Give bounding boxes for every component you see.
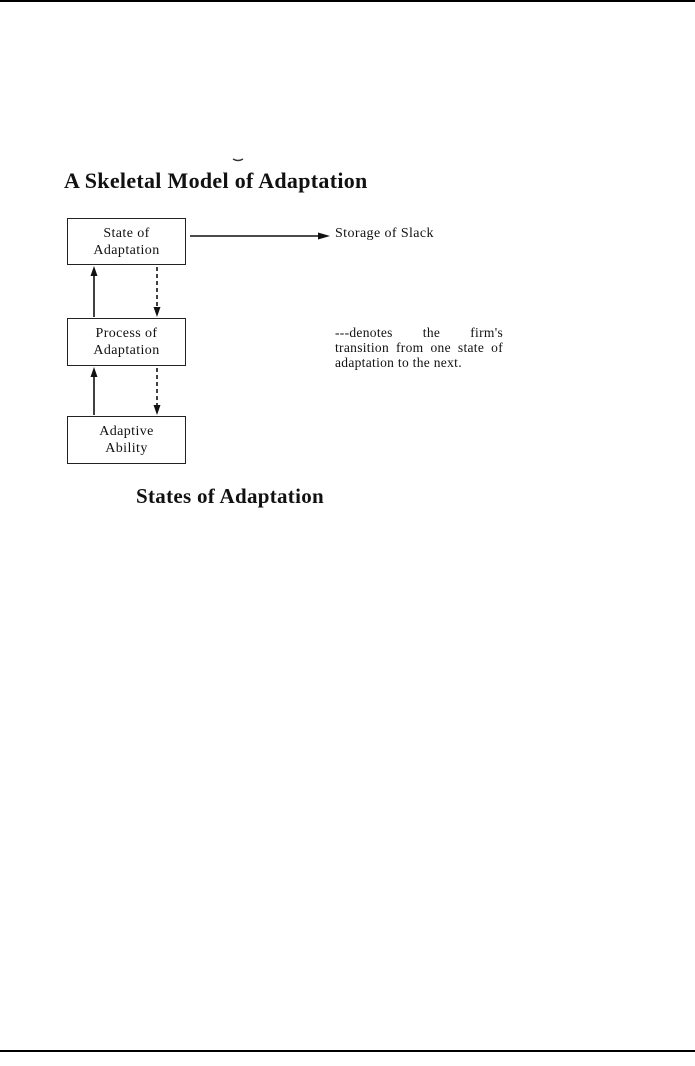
storage-of-slack-label: Storage of Slack <box>335 226 434 241</box>
node-state-line1: State of <box>103 225 150 241</box>
node-adaptive-ability <box>67 416 186 464</box>
node-process-of-adaptation <box>67 318 186 366</box>
tilde-mark <box>232 158 244 162</box>
node-state-of-adaptation <box>67 218 186 265</box>
node-ability-line2: Ability <box>105 441 148 456</box>
node-state-line2: Adaptation <box>93 242 160 258</box>
page-title: A Skeletal Model of Adaptation <box>64 168 368 193</box>
arrowhead-process-to-ability <box>154 405 161 415</box>
node-ability-line1: Adaptive <box>99 424 154 439</box>
top-rule <box>0 0 695 2</box>
bottom-rule <box>0 1050 695 1052</box>
dashed-line-note: ---denotes the firm's transition from one state of adaptation to the next. <box>335 325 503 370</box>
arrowhead-state-to-process <box>154 307 161 317</box>
arrowhead-state-to-slack <box>318 233 330 240</box>
arrowhead-process-to-state <box>91 266 98 276</box>
section-title: States of Adaptation <box>136 484 325 508</box>
node-process-line2: Adaptation <box>93 343 160 358</box>
node-process-line1: Process of <box>95 326 158 341</box>
arrowhead-ability-to-process <box>91 367 98 377</box>
